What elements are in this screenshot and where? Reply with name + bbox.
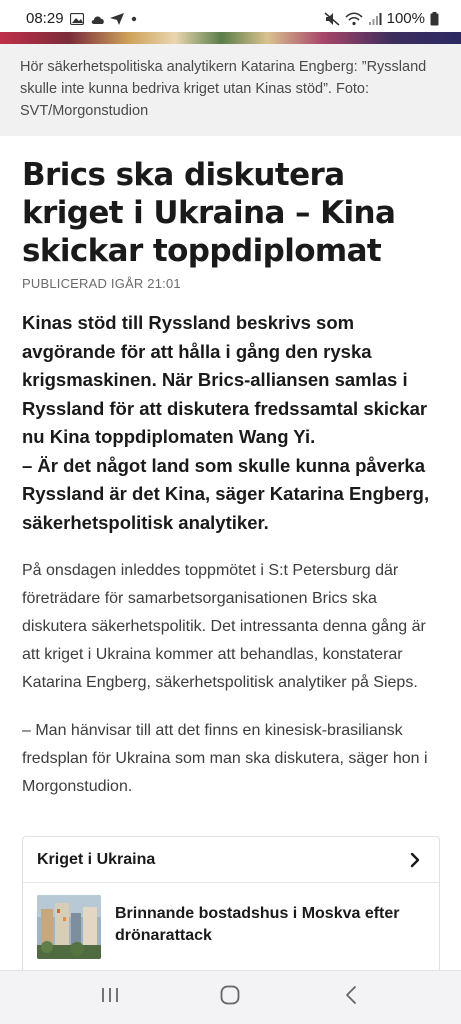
related-article-item[interactable] <box>23 883 439 971</box>
mute-icon <box>324 12 340 24</box>
article <box>0 136 461 801</box>
article-photo <box>0 32 461 44</box>
lead-text-1: Kinas stöd till Ryssland beskrivs som avgörande för att hålla i gång den ryska krigsmaskinen. När Brics-alliansen samlas i Ryssland för att diskutera fredssamtal skickar nu Kina toppdiplomaten Wang Yi. <box>22 312 428 447</box>
signal-icon <box>368 12 382 24</box>
home-button[interactable] <box>210 983 250 1013</box>
related-topic-title: Kriget i Ukraina <box>37 850 156 868</box>
photo-caption-text: Hör säkerhetspolitiska analytikern Katarina Engberg: ”Ryssland skulle inte kunna bedriva kriget utan Kinas stöd”. Foto: SVT/Morgonstudion <box>20 59 427 119</box>
battery-icon <box>430 12 439 24</box>
chevron-right-icon[interactable] <box>405 850 425 870</box>
related-article-title: Brinnande bostadshus i Moskva efter drönarattack <box>115 905 400 944</box>
dot-icon <box>130 12 138 24</box>
related-articles-box <box>22 836 440 976</box>
back-button[interactable] <box>331 983 371 1013</box>
status-time: 08:29 <box>26 9 64 27</box>
article-lead <box>22 309 439 537</box>
system-navigation-bar <box>0 970 461 1024</box>
recent-apps-icon <box>100 986 120 1009</box>
related-topic-link[interactable] <box>23 837 439 883</box>
status-bar <box>0 0 461 36</box>
published-time: PUBLICERAD IGÅR 21:01 <box>22 276 181 291</box>
cloud-icon <box>90 12 104 24</box>
status-right <box>324 10 439 27</box>
article-paragraph: På onsdagen inleddes toppmötet i S:t Petersburg där företrädare för samarbetsorganisationen Brics ska diskutera säkerhetspolitik. Det intressanta denna gång är att kriget i Ukraina kommer att behandlas, konstaterar Katarina Engberg, säkerhetspolitisk analytiker på Sieps. <box>22 562 426 691</box>
article-headline: Brics ska diskutera kriget i Ukraina – Kina skickar toppdiplomat <box>22 157 396 269</box>
article-paragraph: – Man hänvisar till att det finns en kinesisk-brasiliansk fredsplan för Ukraina som man ska diskutera, säger hon i Morgonstudion. <box>22 722 428 795</box>
image-icon <box>70 12 84 24</box>
wifi-icon <box>345 12 363 24</box>
status-left <box>26 10 138 27</box>
related-article-thumbnail <box>37 895 101 959</box>
send-icon <box>110 12 124 24</box>
back-icon <box>344 985 358 1010</box>
home-icon <box>219 984 241 1011</box>
lead-text-2: – Är det något land som skulle kunna påverka Ryssland är det Kina, säger Katarina Engberg, säkerhetspolitisk analytiker. <box>22 454 430 533</box>
photo-caption <box>0 44 461 136</box>
battery-percent: 100% <box>386 9 425 27</box>
recent-apps-button[interactable] <box>90 983 130 1013</box>
